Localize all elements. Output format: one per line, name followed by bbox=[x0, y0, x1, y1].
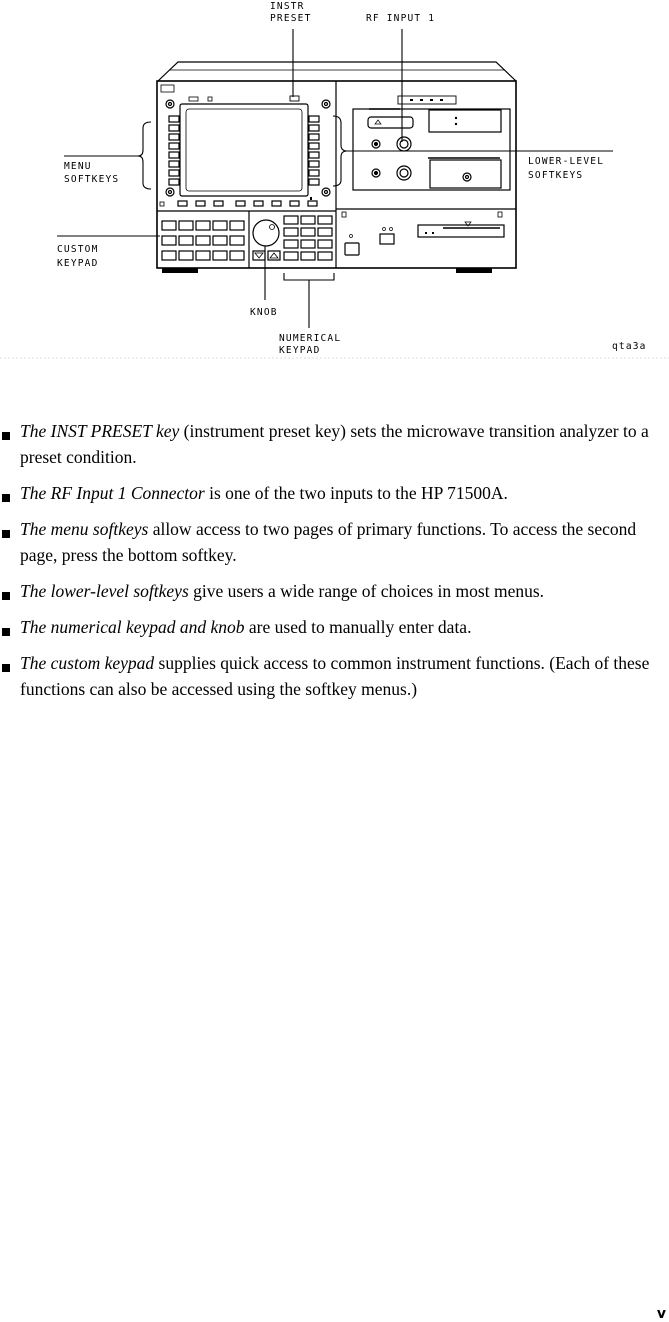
figure-id: qta3a bbox=[612, 341, 647, 352]
term: The lower-level softkeys bbox=[20, 581, 189, 601]
callout-numerical-line2: KEYPAD bbox=[279, 345, 321, 356]
term: The numerical keypad and knob bbox=[20, 617, 245, 637]
callout-knob: KNOB bbox=[250, 307, 278, 318]
callout-instr-preset-line2: PRESET bbox=[270, 13, 312, 24]
term: The RF Input 1 Connector bbox=[20, 483, 205, 503]
callout-menu-line2: SOFTKEYS bbox=[64, 174, 120, 185]
term: The custom keypad bbox=[20, 653, 155, 673]
description: supplies quick access to common instrument functions. (Each of these functions can also be accessed using the softkey menus.) bbox=[20, 653, 650, 699]
description: (instrument preset key) sets the microwave transition analyzer to a preset condition. bbox=[20, 421, 649, 467]
bullet-square-icon bbox=[2, 530, 10, 538]
description: give users a wide range of choices in most menus. bbox=[188, 581, 545, 601]
front-panel-figure bbox=[0, 0, 669, 362]
callout-rf-input: RF INPUT 1 bbox=[366, 13, 436, 24]
term: The menu softkeys bbox=[20, 519, 149, 539]
callout-numerical-line1: NUMERICAL bbox=[279, 333, 342, 344]
list-item bbox=[0, 650, 665, 702]
bullet-square-icon bbox=[2, 664, 10, 672]
feature-list bbox=[0, 418, 665, 712]
bullet-square-icon bbox=[2, 628, 10, 636]
list-item bbox=[0, 578, 665, 604]
callout-lower-level-line2: SOFTKEYS bbox=[528, 170, 584, 181]
callout-menu-line1: MENU bbox=[64, 161, 92, 172]
list-item bbox=[0, 480, 665, 506]
list-item bbox=[0, 516, 665, 568]
term: The INST PRESET key bbox=[20, 421, 180, 441]
callout-custom-line2: KEYPAD bbox=[57, 258, 99, 269]
callout-lower-level-line1: LOWER-LEVEL bbox=[528, 156, 605, 167]
description: are used to manually enter data. bbox=[244, 617, 472, 637]
callout-custom-line1: CUSTOM bbox=[57, 244, 99, 255]
description: allow access to two pages of primary functions. To access the second page, press the bottom softkey. bbox=[20, 519, 637, 565]
list-item bbox=[0, 418, 665, 470]
page-number: v bbox=[656, 1306, 666, 1322]
list-item bbox=[0, 614, 665, 640]
bullet-square-icon bbox=[2, 592, 10, 600]
bullet-square-icon bbox=[2, 494, 10, 502]
description: is one of the two inputs to the HP 71500A. bbox=[204, 483, 508, 503]
callout-instr-preset-line1: INSTR bbox=[270, 1, 305, 12]
bullet-square-icon bbox=[2, 432, 10, 440]
